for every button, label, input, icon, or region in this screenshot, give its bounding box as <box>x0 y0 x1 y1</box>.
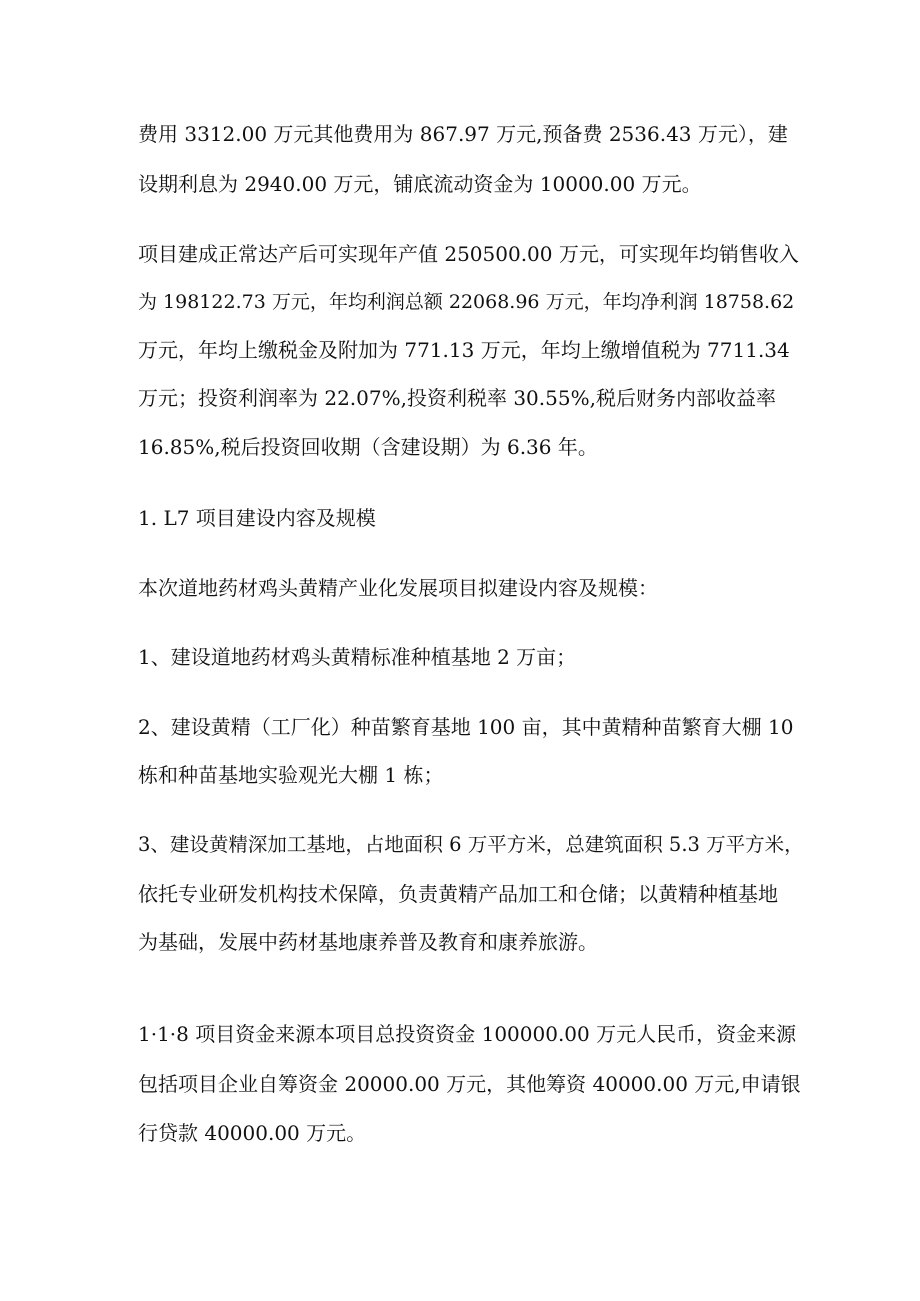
text-line: 万元；投资利润率为 22.07%,投资利税率 30.55%,税后财务内部收益率 <box>138 386 776 410</box>
text-line: 费用 3312.00 万元其他费用为 867.97 万元,预备费 2536.43 万元），建 <box>138 122 788 146</box>
text-line: 行贷款 40000.00 万元。 <box>138 1121 367 1145</box>
list-item: 2、建设黄精（工厂化）种苗繁育基地 100 亩，其中黄精种苗繁育大棚 10 <box>138 715 794 739</box>
text-line: 本次道地药材鸡头黄精产业化发展项目拟建设内容及规模： <box>138 576 658 600</box>
list-item: 1、建设道地药材鸡头黄精标准种植基地 2 万亩； <box>138 645 577 669</box>
list-item: 3、建设黄精深加工基地，占地面积 6 万平方米，总建筑面积 5.3 万平方米， <box>138 833 804 856</box>
text-line: 包括项目企业自筹资金 20000.00 万元，其他筹资 40000.00 万元,申请银 <box>138 1072 801 1096</box>
text-line: 设期利息为 2940.00 万元，铺底流动资金为 10000.00 万元。 <box>138 172 702 196</box>
text-line: 万元，年均上缴税金及附加为 771.13 万元，年均上缴增值税为 7711.34 <box>138 338 790 362</box>
text-line: 为基础，发展中药材基地康养普及教育和康养旅游。 <box>138 930 598 954</box>
text-line: 1·1·8 项目资金来源本项目总投资资金 100000.00 万元人民币，资金来源 <box>138 1022 797 1046</box>
text-line: 依托专业研发机构技术保障，负责黄精产品加工和仓储；以黄精种植基地 <box>138 882 778 906</box>
text-line: 栋和种苗基地实验观光大棚 1 栋； <box>138 763 444 787</box>
text-line: 项目建成正常达产后可实现年产值 250500.00 万元，可实现年均销售收入 <box>138 242 799 266</box>
text-line: 为 198122.73 万元，年均利润总额 22068.96 万元，年均净利润 18758.62 <box>138 291 795 313</box>
text-line: 16.85%,税后投资回收期（含建设期）为 6.36 年。 <box>138 435 598 459</box>
section-heading: 1. L7 项目建设内容及规模 <box>138 506 376 530</box>
